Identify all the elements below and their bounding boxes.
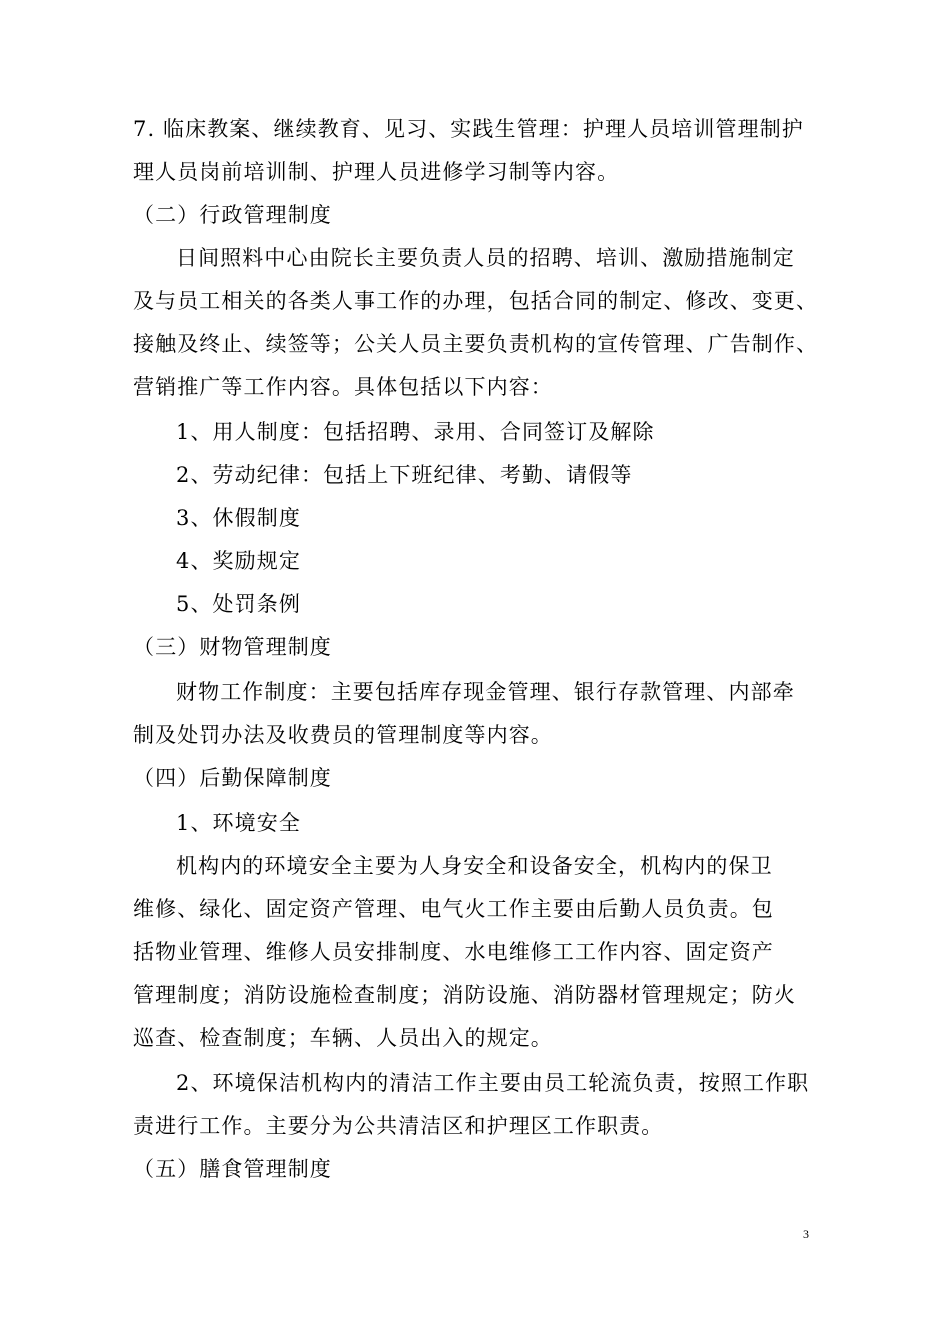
paragraph-line: 2、环境保洁机构内的清洁工作主要由员工轮流负责，按照工作职 (176, 1071, 810, 1095)
list-item: 3、休假制度 (176, 506, 301, 530)
paragraph-line: 管理制度；消防设施检查制度；消防设施、消防器材管理规定；防火 (133, 983, 796, 1007)
paragraph-line: 机构内的环境安全主要为人身安全和设备安全，机构内的保卫 (176, 854, 773, 878)
page-number: 3 (803, 1227, 809, 1241)
list-item: 4、奖励规定 (176, 549, 301, 573)
list-item: 5、处罚条例 (176, 592, 301, 616)
paragraph-line: 维修、绿化、固定资产管理、电气火工作主要由后勤人员负责。包 (133, 897, 774, 921)
paragraph-line: 责进行工作。主要分为公共清洁区和护理区工作职责。 (133, 1114, 664, 1138)
list-item: 1、用人制度：包括招聘、录用、合同签订及解除 (176, 420, 655, 444)
paragraph-line: 财物工作制度：主要包括库存现金管理、银行存款管理、内部牵 (176, 680, 795, 704)
section-heading: （三）财物管理制度 (133, 635, 332, 659)
paragraph-line: 制及处罚办法及收费员的管理制度等内容。 (133, 723, 553, 747)
section-heading: （五）膳食管理制度 (133, 1157, 332, 1181)
paragraph-line: 括物业管理、维修人员安排制度、水电维修工工作内容、固定资产 (133, 940, 774, 964)
paragraph-line: 接触及终止、续签等；公关人员主要负责机构的宣传管理、广告制作、 (133, 332, 819, 356)
paragraph-line: 7. 临床教案、继续教育、见习、实践生管理：护理人员培训管理制护 (133, 117, 804, 141)
paragraph-line: 日间照料中心由院长主要负责人员的招聘、培训、激励措施制定 (176, 246, 795, 270)
paragraph-line: 理人员岗前培训制、护理人员进修学习制等内容。 (133, 160, 620, 184)
paragraph-line: 营销推广等工作内容。具体包括以下内容： (133, 375, 553, 399)
section-heading: （四）后勤保障制度 (133, 766, 332, 790)
subsection-heading: 1、环境安全 (176, 811, 301, 835)
section-heading: （二）行政管理制度 (133, 203, 332, 227)
paragraph-line: 巡查、检查制度；车辆、人员出入的规定。 (133, 1026, 553, 1050)
list-item: 2、劳动纪律：包括上下班纪律、考勤、请假等 (176, 463, 633, 487)
paragraph-line: 及与员工相关的各类人事工作的办理，包括合同的制定、修改、变更、 (133, 289, 819, 313)
